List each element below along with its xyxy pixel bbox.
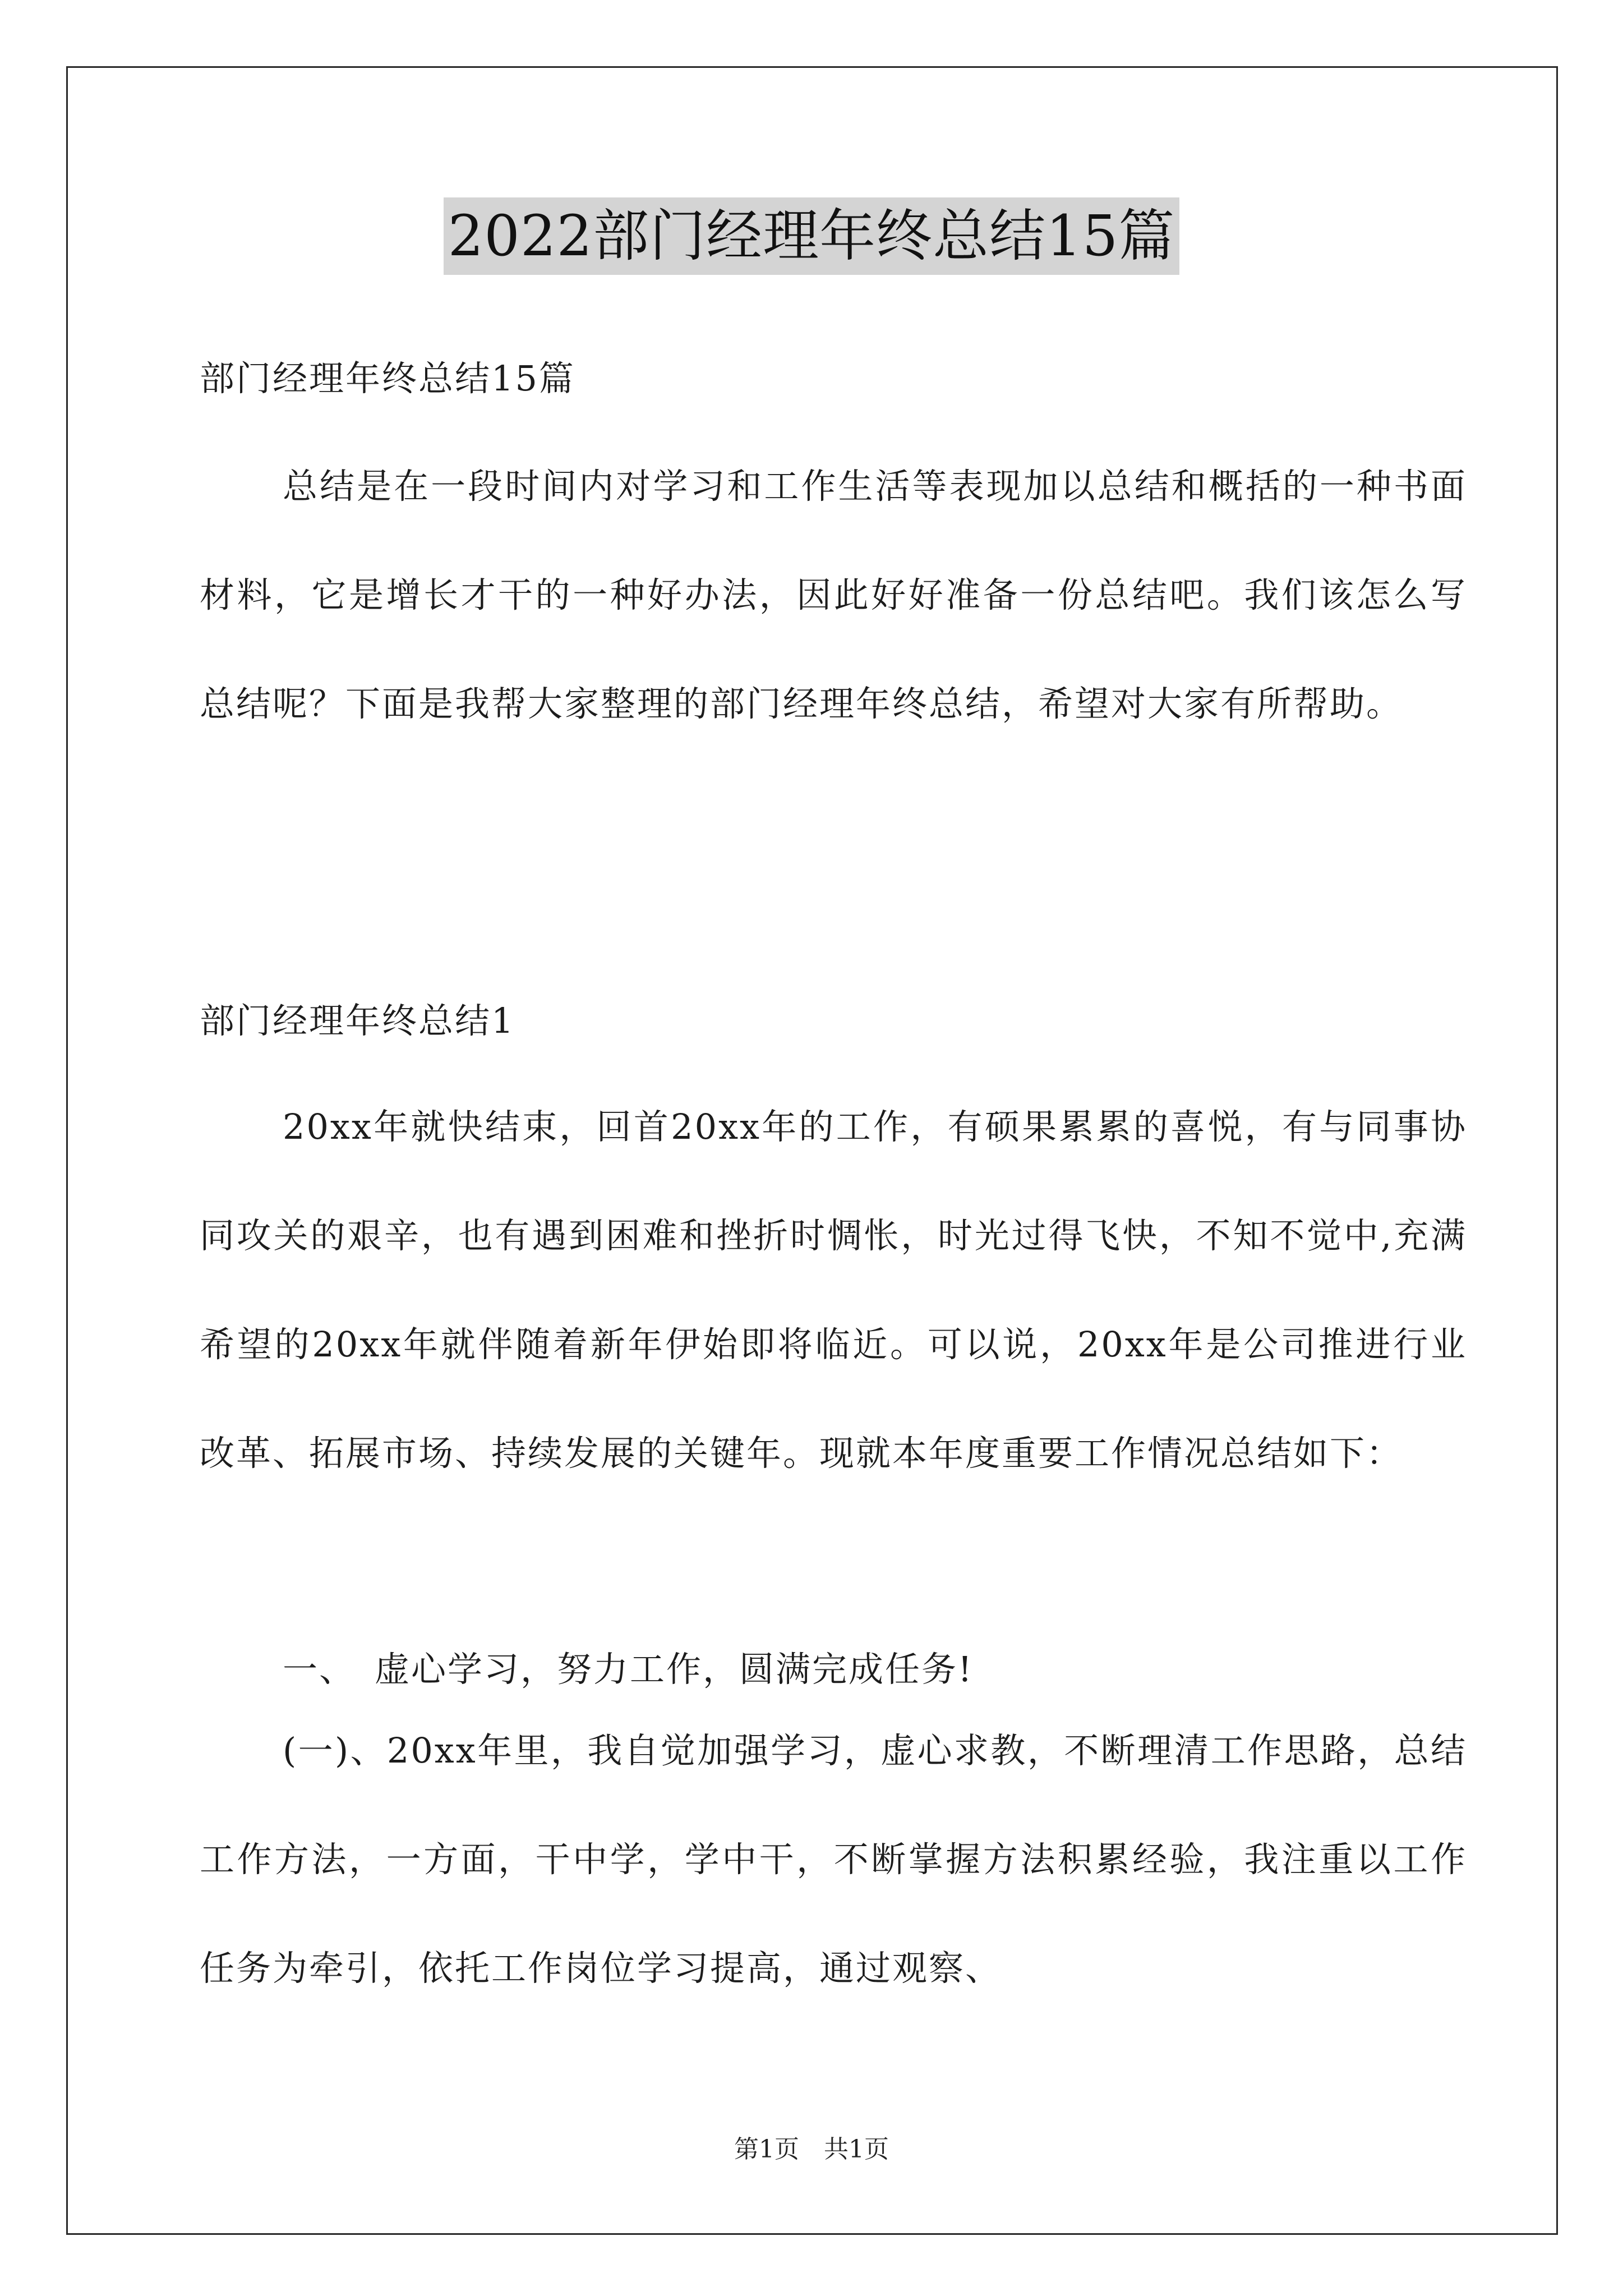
intro-paragraph: 总结是在一段时间内对学习和工作生活等表现加以总结和概括的一种书面材料，它是增长才干的一种好办法，因此好好准备一份总结吧。我们该怎么写总结呢？下面是我帮大家整理的部门经理年终总结，希望对大家有所帮助。 [200,466,1467,724]
point-heading-1: 一、 虚心学习，努力工作，圆满完成任务! [283,1649,974,1690]
document-title: 2022部门经理年终总结15篇 [444,197,1180,275]
section-heading: 部门经理年终总结1 [200,1000,515,1041]
body-paragraph-2: (一)、20xx年里，我自觉加强学习，虚心求教，不断理清工作思路，总结工作方法，一方面，干中学，学中干，不断掌握方法积累经验，我注重以工作任务为牵引，依托工作岗位学习提高，通过观察、 [200,1730,1467,1989]
body-paragraph-1: 20xx年就快结束，回首20xx年的工作，有硕果累累的喜悦，有与同事协同攻关的艰辛，也有遇到困难和挫折时惆怅，时光过得飞快，不知不觉中,充满希望的20xx年就伴随着新年伊始即将临近。可以说，20xx年是公司推进行业改革、拓展市场、持续发展的关键年。现就本年度重要工作情况总结如下： [200,1106,1467,1474]
page-footer: 第1页 共1页 [734,2135,889,2164]
document-subtitle: 部门经理年终总结15篇 [200,358,575,399]
title-container [0,197,1623,275]
